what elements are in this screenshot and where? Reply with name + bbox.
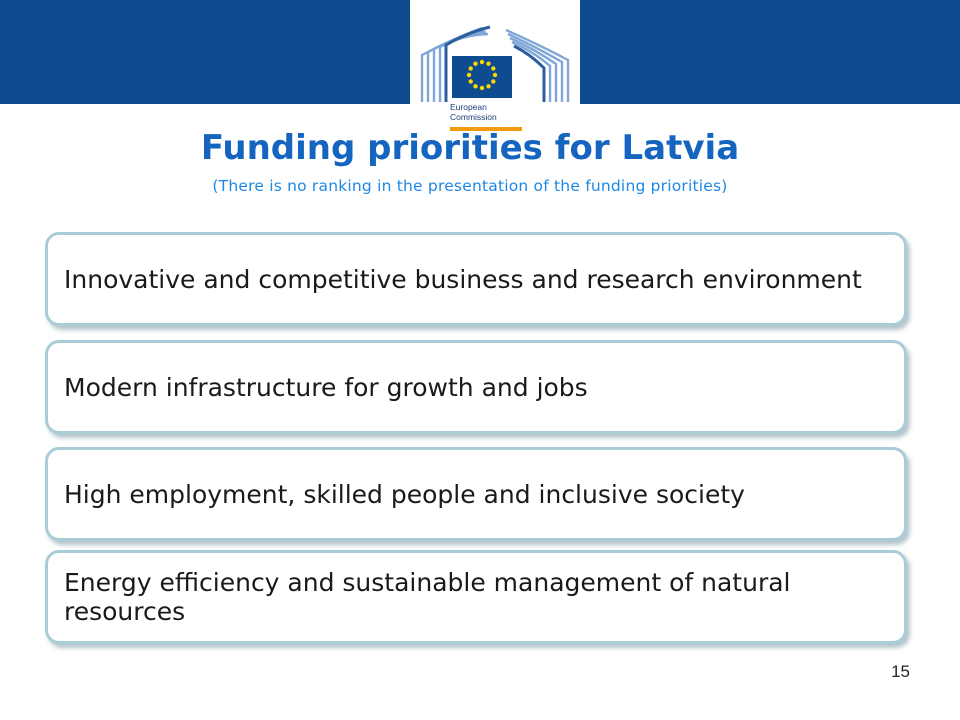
priority-box-2 bbox=[45, 340, 907, 434]
slide-subtitle: (There is no ranking in the presentation of the funding priorities) bbox=[212, 177, 728, 195]
european-commission-logo bbox=[410, 0, 580, 130]
logo-line-1: European bbox=[450, 102, 487, 112]
priority-text-3: High employment, skilled people and inclusive society bbox=[64, 479, 745, 509]
priority-text-2: Modern infrastructure for growth and jobs bbox=[64, 372, 588, 402]
logo-text bbox=[450, 102, 497, 122]
priority-box-1 bbox=[45, 232, 907, 326]
page-number: 15 bbox=[891, 662, 910, 681]
slide-title: Funding priorities for Latvia bbox=[200, 128, 740, 168]
priority-text-1: Innovative and competitive business and research environment bbox=[64, 264, 862, 294]
priority-box-4 bbox=[45, 550, 907, 644]
priority-box-3 bbox=[45, 447, 907, 541]
building-icon bbox=[410, 0, 580, 104]
logo-line-2: Commission bbox=[450, 112, 497, 122]
priority-text-4: Energy efficiency and sustainable management of natural resources bbox=[64, 568, 791, 626]
